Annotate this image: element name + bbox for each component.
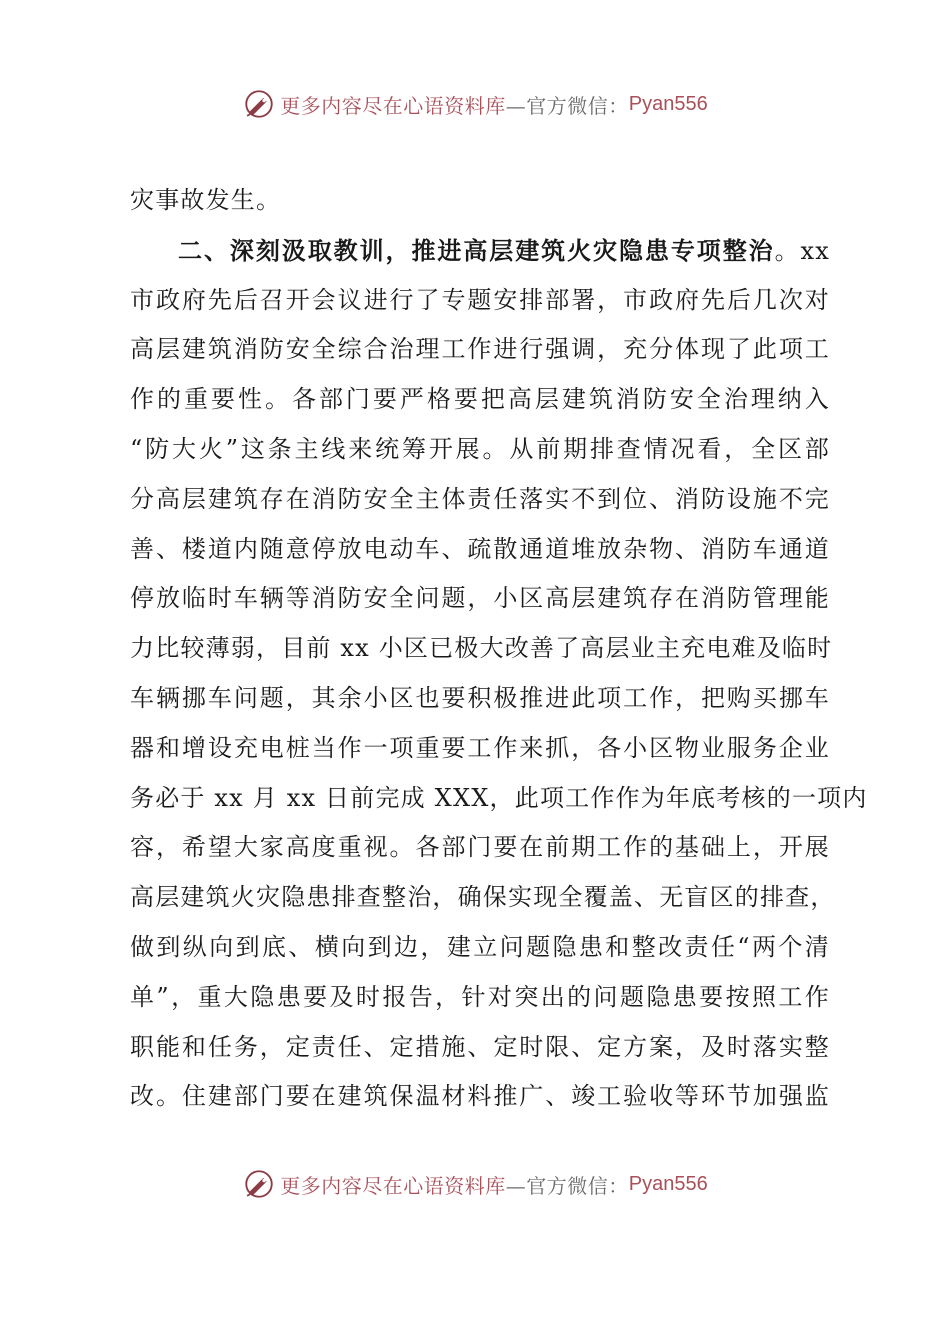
document-body bbox=[130, 176, 868, 1122]
text-line: 作的重要性。各部门要严格要把高层建筑消防安全治理纳入 bbox=[130, 385, 830, 414]
text-line: 分高层建筑存在消防安全主体责任落实不到位、消防设施不完 bbox=[130, 484, 830, 513]
banner-wechat-label: —官方微信： bbox=[505, 1173, 629, 1198]
text-line: 高层建筑火灾隐患排查整治，确保实现全覆盖、无盲区的排查， bbox=[130, 883, 836, 912]
section-heading-line bbox=[130, 226, 830, 276]
banner-library-text: 更多内容尽在心语资料库 bbox=[280, 1173, 506, 1198]
banner-wechat-id: Pyan556 bbox=[628, 1172, 708, 1195]
text-line: 职能和任务，定责任、定措施、定时限、定方案，及时落实整 bbox=[130, 1032, 830, 1061]
pen-nib-logo-icon bbox=[242, 87, 276, 121]
section-heading: 二、深刻汲取教训，推进高层建筑火灾隐患专项整治 bbox=[178, 235, 775, 265]
text-line: 善、楼道内随意停放电动车、疏散通道堆放杂物、消防车通道 bbox=[130, 534, 830, 563]
text-line: 高层建筑消防安全综合治理工作进行强调，充分体现了此项工 bbox=[130, 335, 830, 364]
footer-banner bbox=[0, 1164, 950, 1204]
text-line: 市政府先后召开会议进行了专题安排部署，市政府先后几次对 bbox=[130, 285, 830, 314]
banner-library-text: 更多内容尽在心语资料库 bbox=[280, 93, 506, 118]
banner-wechat-label: —官方微信： bbox=[505, 93, 629, 118]
text-line: 器和增设充电桩当作一项重要工作来抓，各小区物业服务企业 bbox=[130, 733, 830, 762]
text-line: “防大火”这条主线来统筹开展。从前期排查情况看，全区部 bbox=[130, 434, 830, 463]
text-line: 灾事故发生。 bbox=[130, 186, 282, 214]
text-line: 单”，重大隐患要及时报告，针对突出的问题隐患要按照工作 bbox=[130, 982, 830, 1011]
text-line: 车辆挪车问题，其余小区也要积极推进此项工作，把购买挪车 bbox=[130, 683, 830, 712]
text-line: 停放临时车辆等消防安全问题，小区高层建筑存在消防管理能 bbox=[130, 584, 830, 613]
heading-tail-text: 。xx bbox=[774, 236, 831, 265]
text-line: 改。住建部门要在建筑保温材料推广、竣工验收等环节加强监 bbox=[130, 1082, 830, 1111]
text-line: 容，希望大家高度重视。各部门要在前期工作的基础上，开展 bbox=[130, 833, 830, 862]
text-line: 务必于 xx 月 xx 日前完成 XXX，此项工作作为年底考核的一项内 bbox=[130, 783, 868, 812]
text-line: 做到纵向到底、横向到边，建立问题隐患和整改责任“两个清 bbox=[130, 932, 830, 961]
header-banner bbox=[0, 84, 950, 124]
pen-nib-logo-icon bbox=[242, 1167, 276, 1201]
banner-wechat-id: Pyan556 bbox=[628, 92, 708, 115]
text-line: 力比较薄弱，目前 xx 小区已极大改善了高层业主充电难及临时 bbox=[130, 634, 833, 663]
